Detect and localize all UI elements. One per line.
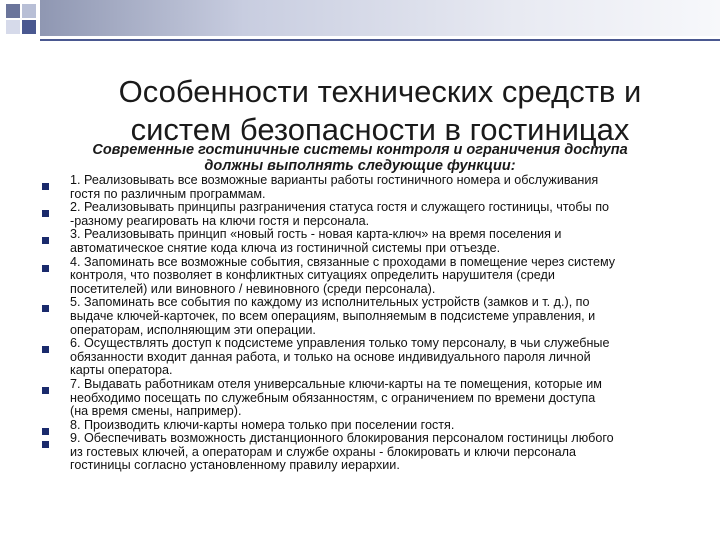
list-item — [38, 228, 698, 255]
list-item — [38, 432, 698, 473]
corner-square-accent — [22, 20, 36, 34]
slide-subtitle — [55, 142, 665, 174]
list-item — [38, 201, 698, 228]
item-line: необходимо посещать по служебным обязанностям, с ограничением по времени доступа — [70, 390, 596, 405]
item-line: 6. Осуществлять доступ к подсистеме управления только тому персоналу, в чьи служебные — [70, 336, 610, 351]
item-line: гостиницы согласно установленному правилу иерархии. — [70, 458, 400, 473]
item-line: 9. Обеспечивать возможность дистанционного блокирования персоналом гостиницы любого — [70, 431, 614, 446]
header-rule — [40, 39, 720, 41]
item-line: из гостевых ключей, а операторам и службе охраны - блокировать и ключи персонала — [70, 444, 577, 459]
item-line: гостя по различным программам. — [70, 186, 266, 201]
square-bullet-icon — [42, 265, 49, 272]
item-line: 5. Запоминать все события по каждому из исполнительных устройств (замков и т. д.), по — [70, 295, 590, 310]
list-item — [38, 296, 698, 337]
list-item — [38, 419, 698, 433]
functions-list — [38, 174, 698, 473]
list-item — [38, 378, 698, 419]
slide-title — [40, 73, 720, 149]
item-line: посетителей) или виновного / невиновного (среди персонала). — [70, 281, 436, 296]
corner-square-mid — [22, 4, 36, 18]
corner-square-dark — [6, 4, 20, 18]
square-bullet-icon — [42, 346, 49, 353]
square-bullet-icon — [42, 183, 49, 190]
item-line: автоматическое снятие кода ключа из гостиничной системы при отъезде. — [70, 240, 501, 255]
item-line: -разному реагировать на ключи гостя и персонала. — [70, 213, 370, 228]
item-line: карты оператора. — [70, 363, 173, 378]
item-line: 3. Реализовывать принцип «новый гость - новая карта-ключ» на время поселения и — [70, 227, 562, 242]
square-bullet-icon — [42, 441, 49, 448]
item-line: 7. Выдавать работникам отеля универсальные ключи-карты на те помещения, которые им — [70, 376, 602, 391]
item-line: 2. Реализовывать принципы разграничения статуса гостя и служащего гостиницы, чтобы по — [70, 200, 610, 215]
square-bullet-icon — [42, 237, 49, 244]
item-line: 4. Запоминать все возможные события, связанные с проходами в помещение через систему — [70, 254, 616, 269]
subtitle-line: Современные гостиничные системы контроля и ограничения доступа — [92, 142, 628, 158]
item-line: 8. Производить ключи-карты номера только при поселении гостя. — [70, 417, 455, 432]
item-line: обязанности входит данная работа, и только на основе индивидуального пароля личной — [70, 349, 591, 364]
item-line: операторам, исполняющим эти операции. — [70, 322, 316, 337]
header-bar — [40, 0, 720, 36]
square-bullet-icon — [42, 387, 49, 394]
header-gradient — [40, 0, 720, 36]
list-item — [38, 337, 698, 378]
list-item — [38, 256, 698, 297]
slide-title-line: систем безопасности в гостиницах — [130, 111, 630, 147]
square-bullet-icon — [42, 305, 49, 312]
slide-title-line: Особенности технических средств и — [118, 73, 642, 109]
item-line: контроля, что позволяет в конфликтных ситуациях определить нарушителя (среди — [70, 268, 555, 283]
item-line: выдаче ключей-карточек, по всем операциям, выполняемым в подсистеме управления, и — [70, 308, 596, 323]
square-bullet-icon — [42, 210, 49, 217]
item-line: (на время смены, например). — [70, 404, 242, 419]
corner-decoration — [0, 0, 40, 42]
item-line: 1. Реализовывать все возможные варианты работы гостиничного номера и обслуживания — [70, 173, 599, 187]
corner-square-light — [6, 20, 20, 34]
list-item — [38, 174, 698, 201]
subtitle-line: должны выполнять следующие функции: — [204, 158, 516, 174]
